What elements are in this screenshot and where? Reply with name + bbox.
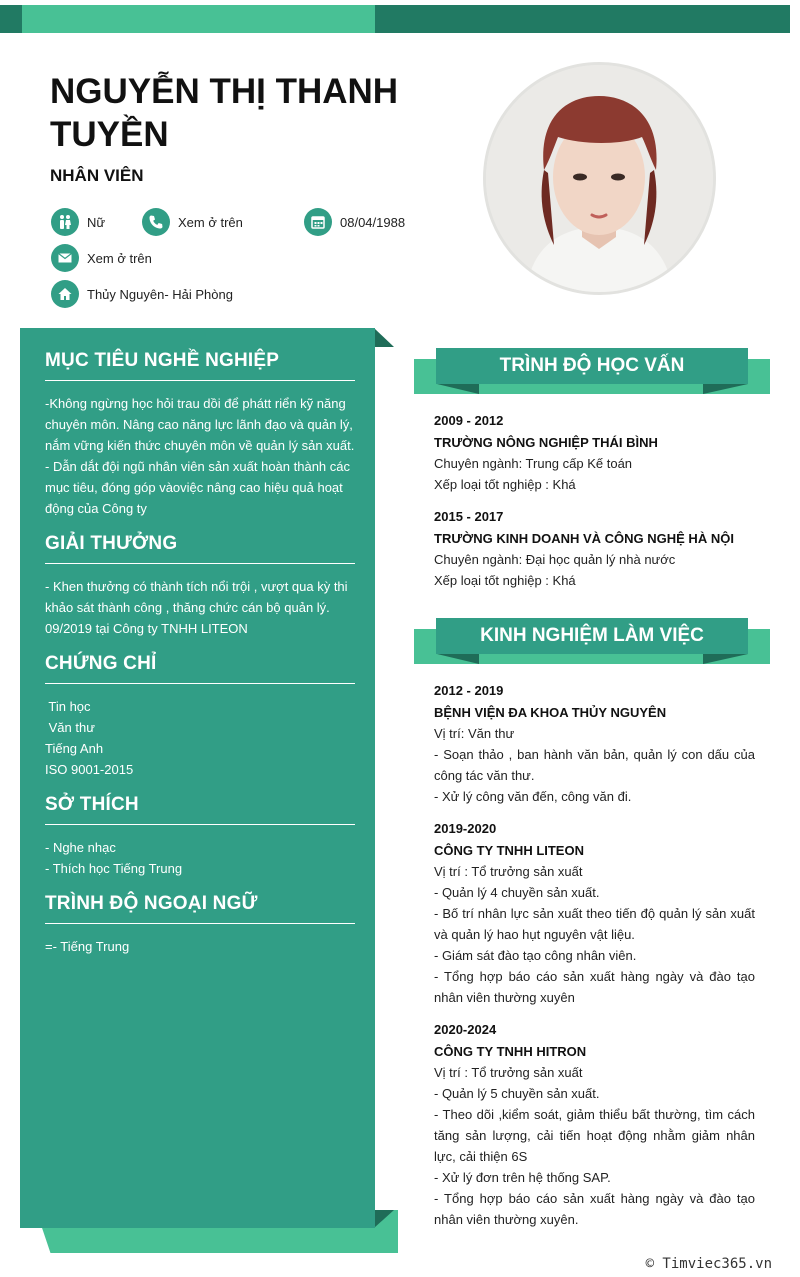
language-item: =- Tiếng Trung: [45, 939, 130, 954]
entry-org: BỆNH VIỆN ĐA KHOA THỦY NGUYÊN: [434, 705, 667, 720]
address-value: Thủy Nguyên- Hải Phòng: [87, 286, 233, 302]
education-entry: [434, 509, 755, 591]
entry-org: CÔNG TY TNHH HITRON: [434, 1044, 587, 1059]
entry-line: Vị trí: Văn thư: [434, 726, 515, 741]
entry-line: - Soạn thảo , ban hành văn bản, quản lý con dấu của công tác văn thư.: [434, 747, 755, 783]
phone-info: [142, 208, 243, 236]
top-bar-accent: [22, 5, 375, 33]
entry-line: Vị trí : Tổ trưởng sản xuất: [434, 864, 583, 879]
certificate-item: Văn thư: [45, 720, 95, 735]
profile-photo: [483, 62, 716, 295]
gender-info: [51, 208, 105, 236]
languages-section: [45, 893, 355, 957]
objective-line: - Dẫn dắt đội ngũ nhân viên sản xuất hoàn thành các mục tiêu, đóng góp vàoviệc nâng cao hiệu quả hoạt động của Công ty: [45, 459, 350, 516]
left-panel-fold-top: [374, 328, 394, 347]
entry-org: TRƯỜNG NÔNG NGHIỆP THÁI BÌNH: [434, 435, 658, 450]
entry-line: Xếp loại tốt nghiệp : Khá: [434, 573, 576, 588]
languages-title: TRÌNH ĐỘ NGOẠI NGỮ: [45, 893, 355, 924]
entry-line: Chuyên ngành: Trung cấp Kế toán: [434, 456, 633, 471]
certificate-item: Tiếng Anh: [45, 741, 104, 756]
experience-list: [434, 683, 755, 1244]
education-header: [414, 348, 770, 394]
gender-value: Nữ: [87, 214, 106, 230]
education-list: [434, 413, 755, 605]
entry-line: - Xử lý đơn trên hệ thống SAP.: [434, 1170, 611, 1185]
experience-entry: [434, 821, 755, 1008]
left-panel: [20, 328, 375, 1228]
entry-line: - Giám sát đào tạo công nhân viên.: [434, 948, 637, 963]
education-entry: [434, 413, 755, 495]
experience-header: [414, 618, 770, 664]
education-title: TRÌNH ĐỘ HỌC VẤN: [436, 348, 748, 384]
calendar-icon: [304, 208, 332, 236]
birthday-info: [304, 208, 405, 236]
envelope-icon: [51, 244, 79, 272]
entry-years: 2015 - 2017: [434, 509, 504, 524]
hobby-item: - Nghe nhạc: [45, 840, 116, 855]
entry-org: TRƯỜNG KINH DOANH VÀ CÔNG NGHỆ HÀ NỘI: [434, 531, 734, 546]
email-value: Xem ở trên: [87, 250, 152, 266]
awards-line: - Khen thưởng có thành tích nổi trội , vượt qua kỳ thi khảo sát thành công , thăng chức cán bộ quản lý.: [45, 579, 348, 615]
objective-line: -Không ngừng học hỏi trau dồi để phátt riển kỹ năng chuyên môn. Nâng cao năng lực lãnh đạo và quản lý, nắm vững kiến thức chuyên môn về quản lý sản xuất.: [45, 396, 355, 453]
gender-icon: [51, 208, 79, 236]
certificates-title: CHỨNG CHỈ: [45, 653, 355, 684]
entry-line: - Quản lý 5 chuyền sản xuất.: [434, 1086, 600, 1101]
entry-line: - Bố trí nhân lực sản xuất theo tiến độ quản lý sản xuất và quản lý hao hụt nguyên vật liệu.: [434, 906, 755, 942]
entry-line: Chuyên ngành: Đại học quản lý nhà nước: [434, 552, 676, 567]
awards-line: 09/2019 tại Công ty TNHH LITEON: [45, 621, 248, 636]
certificate-item: ISO 9001-2015: [45, 762, 134, 777]
job-title: NHÂN VIÊN: [50, 166, 144, 185]
entry-org: CÔNG TY TNHH LITEON: [434, 843, 584, 858]
phone-icon: [142, 208, 170, 236]
entry-line: - Quản lý 4 chuyền sản xuất.: [434, 885, 600, 900]
hobby-item: - Thích học Tiếng Trung: [45, 861, 183, 876]
address-info: [51, 280, 233, 308]
certificates-section: [45, 653, 355, 780]
certificate-item: Tin học: [45, 699, 91, 714]
hobbies-section: [45, 794, 355, 879]
email-info: [51, 244, 152, 272]
entry-years: 2019-2020: [434, 821, 497, 836]
birthday-value: 08/04/1988: [340, 214, 406, 230]
hobbies-title: SỞ THÍCH: [45, 794, 355, 825]
entry-years: 2020-2024: [434, 1022, 497, 1037]
awards-title: GIẢI THƯỞNG: [45, 533, 355, 564]
experience-title: KINH NGHIỆM LÀM VIỆC: [436, 618, 748, 654]
entry-line: - Theo dõi ,kiểm soát, giảm thiểu bất thường, tìm cách tăng sản lượng, cải tiến hoạt động nhằm giảm nhân lực, cải thiện 6S: [434, 1107, 755, 1164]
entry-years: 2009 - 2012: [434, 413, 504, 428]
entry-line: - Xử lý công văn đến, công văn đi.: [434, 789, 632, 804]
entry-line: Vị trí : Tổ trưởng sản xuất: [434, 1065, 583, 1080]
home-icon: [51, 280, 79, 308]
entry-line: Xếp loại tốt nghiệp : Khá: [434, 477, 576, 492]
awards-section: [45, 533, 355, 639]
phone-value: Xem ở trên: [178, 214, 243, 230]
footer-credit: © Timviec365.vn: [645, 1256, 772, 1272]
experience-entry: [434, 683, 755, 807]
entry-line: - Tổng hợp báo cáo sản xuất hàng ngày và đào tạo nhân viên thường xuyên.: [434, 1191, 755, 1227]
entry-years: 2012 - 2019: [434, 683, 504, 698]
entry-line: - Tổng hợp báo cáo sản xuất hàng ngày và đào tạo nhân viên thường xuyên: [434, 969, 755, 1005]
candidate-name: NGUYỄN THỊ THANH TUYỀN: [50, 72, 399, 154]
objective-section: [45, 350, 355, 519]
experience-entry: [434, 1022, 755, 1230]
objective-title: MỤC TIÊU NGHỀ NGHIỆP: [45, 350, 355, 381]
